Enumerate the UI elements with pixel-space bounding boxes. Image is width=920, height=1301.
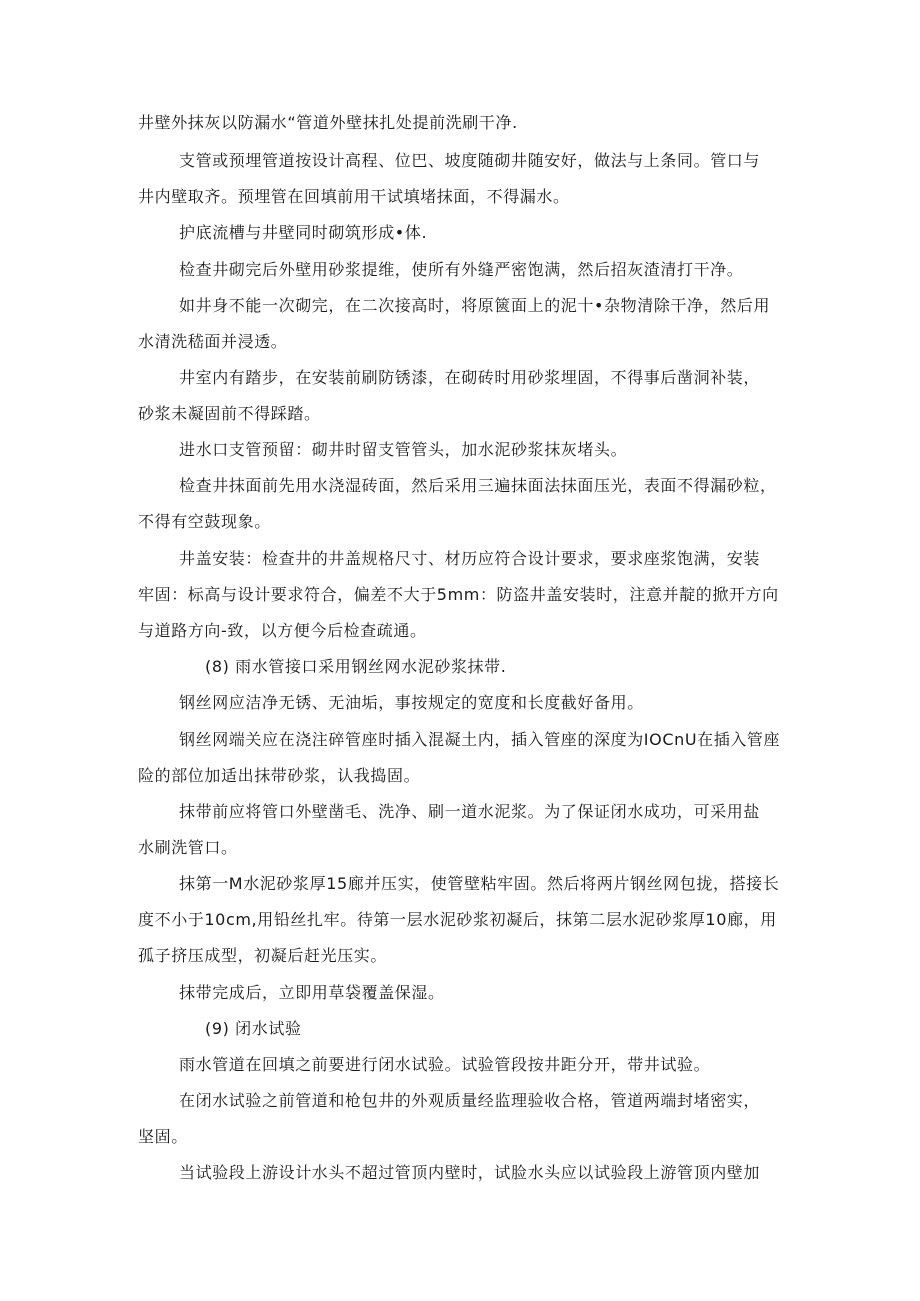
text-line: 度不小于10cm,用铅丝扎牢。待第一层水泥砂浆初凝后，抹第二层水泥砂浆厚10廊，用 bbox=[138, 910, 777, 929]
text-line: 如井身不能一次砌完，在二次接高时，将原篋面上的泥十•杂物清除干净，然后用 bbox=[179, 296, 771, 315]
text-line: 护底流槽与井壁同时砌筑形成•体. bbox=[179, 223, 428, 242]
text-line: 抹带前应将管口外壁凿毛、洗净、刷一道水泥浆。为了保证闭水成功，可采用盐 bbox=[179, 802, 761, 821]
text-line: 支管或预埋管道按设计高程、位巴、坡度随砌井随安好，做法与上条同。管口与 bbox=[179, 151, 761, 170]
text-line: 水刷洗管口。 bbox=[138, 838, 238, 857]
section-heading: (8) 雨水管接口采用钢丝网水泥砂浆抹带. bbox=[205, 657, 507, 676]
text-line: 钢丝网端关应在浇注碎管座时插入混凝土内，插入管座的深度为IOCnU在插入管座 bbox=[179, 730, 781, 749]
section-heading: (9) 闭水试验 bbox=[205, 1019, 302, 1038]
text-line: 牢固：标高与设计要求符合，偏差不大于5mm：防盗井盖安装时，注意并靛的掀开方向 bbox=[138, 585, 779, 604]
text-line: 砂浆未凝固前不得踩踏。 bbox=[138, 404, 321, 423]
text-line: 井内壁取齐。预埋管在回填前用干试填堵抹面，不得漏水。 bbox=[138, 187, 570, 206]
text-line: 井室内有踏步，在安装前刷防锈漆，在砌砖时用砂浆埋固，不得事后凿洞补装， bbox=[179, 368, 761, 387]
text-line: 进水口支管预留：砌井时留支管管头，加水泥砂浆抹灰堵头。 bbox=[179, 440, 628, 459]
text-line: 险的部位加适出抹带砂浆，认我捣固。 bbox=[138, 766, 421, 785]
text-line: 井盖安装：检查井的井盖规格尺寸、材历应符合设计要求，要求座浆饱满，安装 bbox=[179, 549, 761, 568]
text-line: 孤子挤压成型，初凝后赶光压实。 bbox=[138, 946, 388, 965]
text-line: 在闭水试验之前管道和枪包井的外观质量经监理验收合格，管道两端封堵密实， bbox=[179, 1091, 761, 1110]
text-line: 检查井抹面前先用水浇湿砖面，然后采用三遍抹面法抹面压光，表面不得漏砂粒， bbox=[179, 476, 777, 495]
text-line: 坚固。 bbox=[138, 1127, 188, 1146]
text-line: 抹第一M水泥砂浆厚15廊并压实，使管壁粘牢固。然后将两片钢丝网包拢，搭接长 bbox=[179, 874, 780, 893]
text-line: 抹带完成后，立即用草袋覆盖保湿。 bbox=[179, 983, 445, 1002]
text-line: 水清洗嵇面并浸透。 bbox=[138, 332, 288, 351]
text-line: 检查井砌完后外壁用砂浆提维，使所有外缝严密饱满，然后招灰渣清打干净。 bbox=[179, 260, 744, 279]
text-line: 不得有空鼓现象。 bbox=[138, 512, 271, 531]
text-line: 钢丝网应洁净无锈、无油垢，事按规定的宽度和长度截好备用。 bbox=[179, 693, 644, 712]
text-line: 井壁外抹灰以防漏水“管道外壁抹扎处提前洗刷干净. bbox=[138, 113, 518, 132]
text-line: 雨水管道在回填之前要进行闭水试验。试验管段按井距分开，带井试验。 bbox=[179, 1055, 711, 1074]
text-line: 与道路方向-致，以方便今后检查疏通。 bbox=[138, 621, 427, 640]
text-line: 当试验段上游设计水头不超过管顶内壁时，试脸水头应以试验段上游管顶内壁加 bbox=[179, 1163, 761, 1182]
